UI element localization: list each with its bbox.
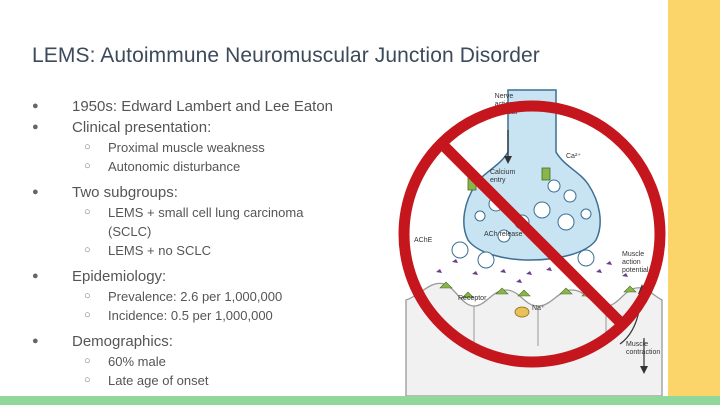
sub-bullet-item: [32, 241, 372, 260]
bullet-item: [32, 331, 372, 352]
calcium-channel: [542, 168, 550, 180]
bullet-text: Two subgroups:: [72, 184, 178, 201]
bullet-item: [32, 182, 372, 203]
label-na: Na⁺: [532, 305, 545, 312]
bullet-text: Epidemiology:: [72, 268, 167, 285]
release-vesicle: [478, 252, 494, 268]
bullet-icon: ●: [32, 186, 39, 198]
sub-bullet-item: [32, 371, 372, 390]
label-line: contraction: [626, 349, 661, 356]
label-line: Calcium: [490, 169, 516, 176]
bullet-icon: ●: [32, 270, 39, 282]
sub-bullet-item: [32, 287, 372, 306]
vesicle: [475, 211, 485, 221]
vesicle: [581, 209, 591, 219]
sodium-channel: [515, 307, 529, 317]
sub-bullet-text: Incidence: 0.5 per 1,000,000: [108, 308, 273, 323]
accent-bar-bottom: [0, 396, 720, 405]
label-line: entry: [490, 177, 506, 184]
sub-bullet-icon: ○: [84, 244, 91, 256]
label-line: Muscle: [626, 341, 649, 348]
vesicle: [534, 202, 550, 218]
label-line: action: [494, 101, 514, 108]
release-vesicle: [452, 242, 468, 258]
sub-bullet-text: Autonomic disturbance: [108, 159, 241, 174]
sub-bullet-text: LEMS + no SCLC: [108, 243, 211, 258]
bullet-item: [32, 266, 372, 287]
sub-bullet-text: (SCLC): [108, 224, 152, 239]
label-line: potential: [490, 109, 518, 116]
bullet-text: 1950s: Edward Lambert and Lee Eaton: [72, 98, 334, 115]
label-ache: AChE: [414, 237, 433, 244]
sub-bullet-item: [32, 352, 372, 371]
sub-bullet-icon: ○: [84, 290, 91, 302]
bullet-item: [32, 117, 372, 138]
label-ca: Ca²⁺: [566, 153, 581, 160]
bullet-icon: ●: [32, 121, 39, 133]
slide-title: LEMS: Autoimmune Neuromuscular Junction Disorder: [32, 44, 540, 67]
sub-bullet-item: [32, 306, 372, 325]
vesicle: [564, 190, 576, 202]
bullet-icon: ●: [32, 335, 39, 347]
sub-bullet-item: [32, 203, 372, 222]
label-receptor: Receptor: [458, 295, 487, 302]
sub-bullet-icon: ○: [84, 374, 91, 386]
ach-molecules: [436, 259, 628, 283]
bullet-icon: ●: [32, 100, 39, 112]
accent-bar-right: [668, 0, 720, 405]
bullet-text: Demographics:: [72, 333, 173, 350]
label-ach-release: ACh release: [484, 231, 523, 238]
postsynaptic-membrane: [406, 283, 662, 396]
bullet-list: [32, 96, 372, 390]
bullet-item: [32, 96, 372, 117]
nmj-diagram: [396, 84, 666, 396]
sub-bullet-item: [32, 157, 372, 176]
sub-bullet-icon: ○: [84, 355, 91, 367]
sub-bullet-icon: ○: [84, 141, 91, 153]
label-line: Muscle: [622, 251, 645, 258]
label-line: action: [622, 259, 641, 266]
sub-bullet-text: 60% male: [108, 354, 166, 369]
bullet-text: Clinical presentation:: [72, 119, 212, 136]
sub-bullet-item: [32, 138, 372, 157]
sub-bullet-text: Prevalence: 2.6 per 1,000,000: [108, 289, 283, 304]
sub-bullet-icon: ○: [84, 309, 91, 321]
vesicle: [548, 180, 560, 192]
sub-bullet-text: LEMS + small cell lung carcinoma: [108, 205, 304, 220]
label-line: Nerve: [494, 93, 514, 100]
sub-bullet-text: Late age of onset: [108, 373, 209, 388]
release-vesicle: [578, 250, 594, 266]
label-line: potential: [622, 267, 649, 274]
sub-bullet-text: Proximal muscle weakness: [108, 140, 265, 155]
sub-bullet-continuation: [32, 222, 372, 241]
sub-bullet-icon: ○: [84, 160, 91, 172]
vesicle: [558, 214, 574, 230]
sub-bullet-icon: ○: [84, 206, 91, 218]
label-muscle-ap: [622, 251, 649, 274]
